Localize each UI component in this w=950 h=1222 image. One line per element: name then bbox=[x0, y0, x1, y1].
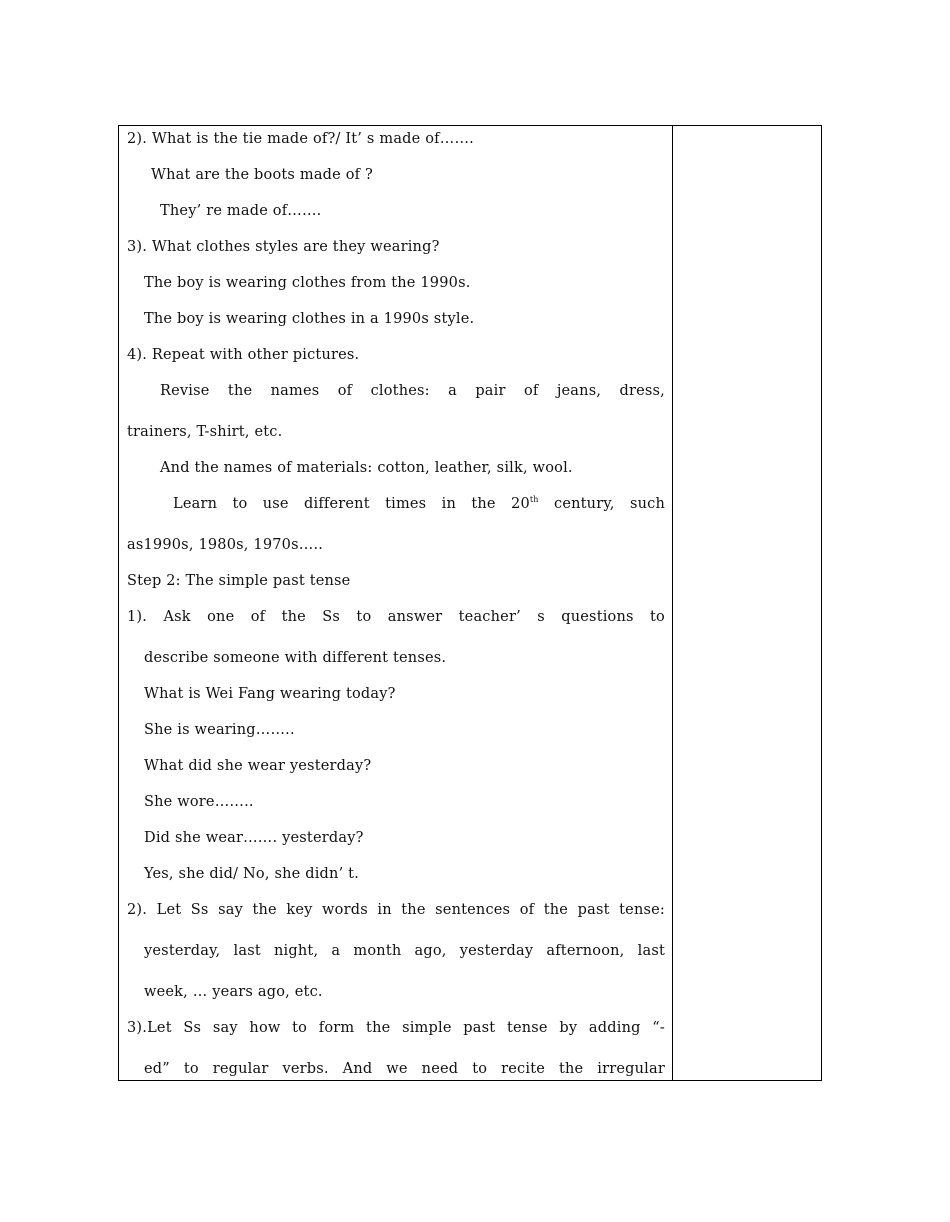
text-line: They’ re made of……. bbox=[160, 203, 322, 219]
superscript: th bbox=[529, 495, 539, 504]
text-line: as1990s, 1980s, 1970s….. bbox=[127, 537, 324, 553]
text-line: ed” to regular verbs. And we need to recite the irregular bbox=[144, 1061, 665, 1077]
text-line: Revise the names of clothes: a pair of jeans, dress, bbox=[160, 383, 665, 399]
text-line-with-superscript bbox=[173, 495, 665, 513]
text-line: She is wearing…….. bbox=[144, 722, 295, 738]
text-line: 2). Let Ss say the key words in the sentences of the past tense: bbox=[127, 902, 665, 918]
text-line: 3). What clothes styles are they wearing? bbox=[127, 239, 440, 255]
text-line: 1). Ask one of the Ss to answer teacher’ s questions to bbox=[127, 609, 665, 625]
text-line: The boy is wearing clothes from the 1990s. bbox=[144, 275, 471, 291]
text-line: Yes, she did/ No, she didn’ t. bbox=[144, 866, 360, 882]
text-line: What is Wei Fang wearing today? bbox=[144, 686, 396, 702]
text-span: Learn to use different times in the 20 bbox=[173, 496, 530, 512]
text-span: century, such bbox=[538, 496, 665, 512]
text-line: What did she wear yesterday? bbox=[144, 758, 372, 774]
text-line: describe someone with different tenses. bbox=[144, 650, 447, 666]
text-line: trainers, T-shirt, etc. bbox=[127, 424, 283, 440]
text-line: week, … years ago, etc. bbox=[144, 984, 323, 1000]
text-line: She wore…….. bbox=[144, 794, 254, 810]
text-line: The boy is wearing clothes in a 1990s style. bbox=[144, 311, 475, 327]
text-line: Did she wear……. yesterday? bbox=[144, 830, 364, 846]
text-line: 2). What is the tie made of?/ It’ s made of……. bbox=[127, 131, 474, 147]
text-line: 3).Let Ss say how to form the simple past tense by adding “- bbox=[127, 1020, 665, 1036]
text-line: What are the boots made of ? bbox=[151, 167, 374, 183]
text-line: yesterday, last night, a month ago, yesterday afternoon, last bbox=[144, 943, 665, 959]
column-divider bbox=[672, 125, 673, 1081]
text-line: Step 2: The simple past tense bbox=[127, 573, 351, 589]
text-line: 4). Repeat with other pictures. bbox=[127, 347, 360, 363]
table-cell-content bbox=[127, 125, 665, 1079]
text-line: And the names of materials: cotton, leather, silk, wool. bbox=[160, 460, 573, 476]
